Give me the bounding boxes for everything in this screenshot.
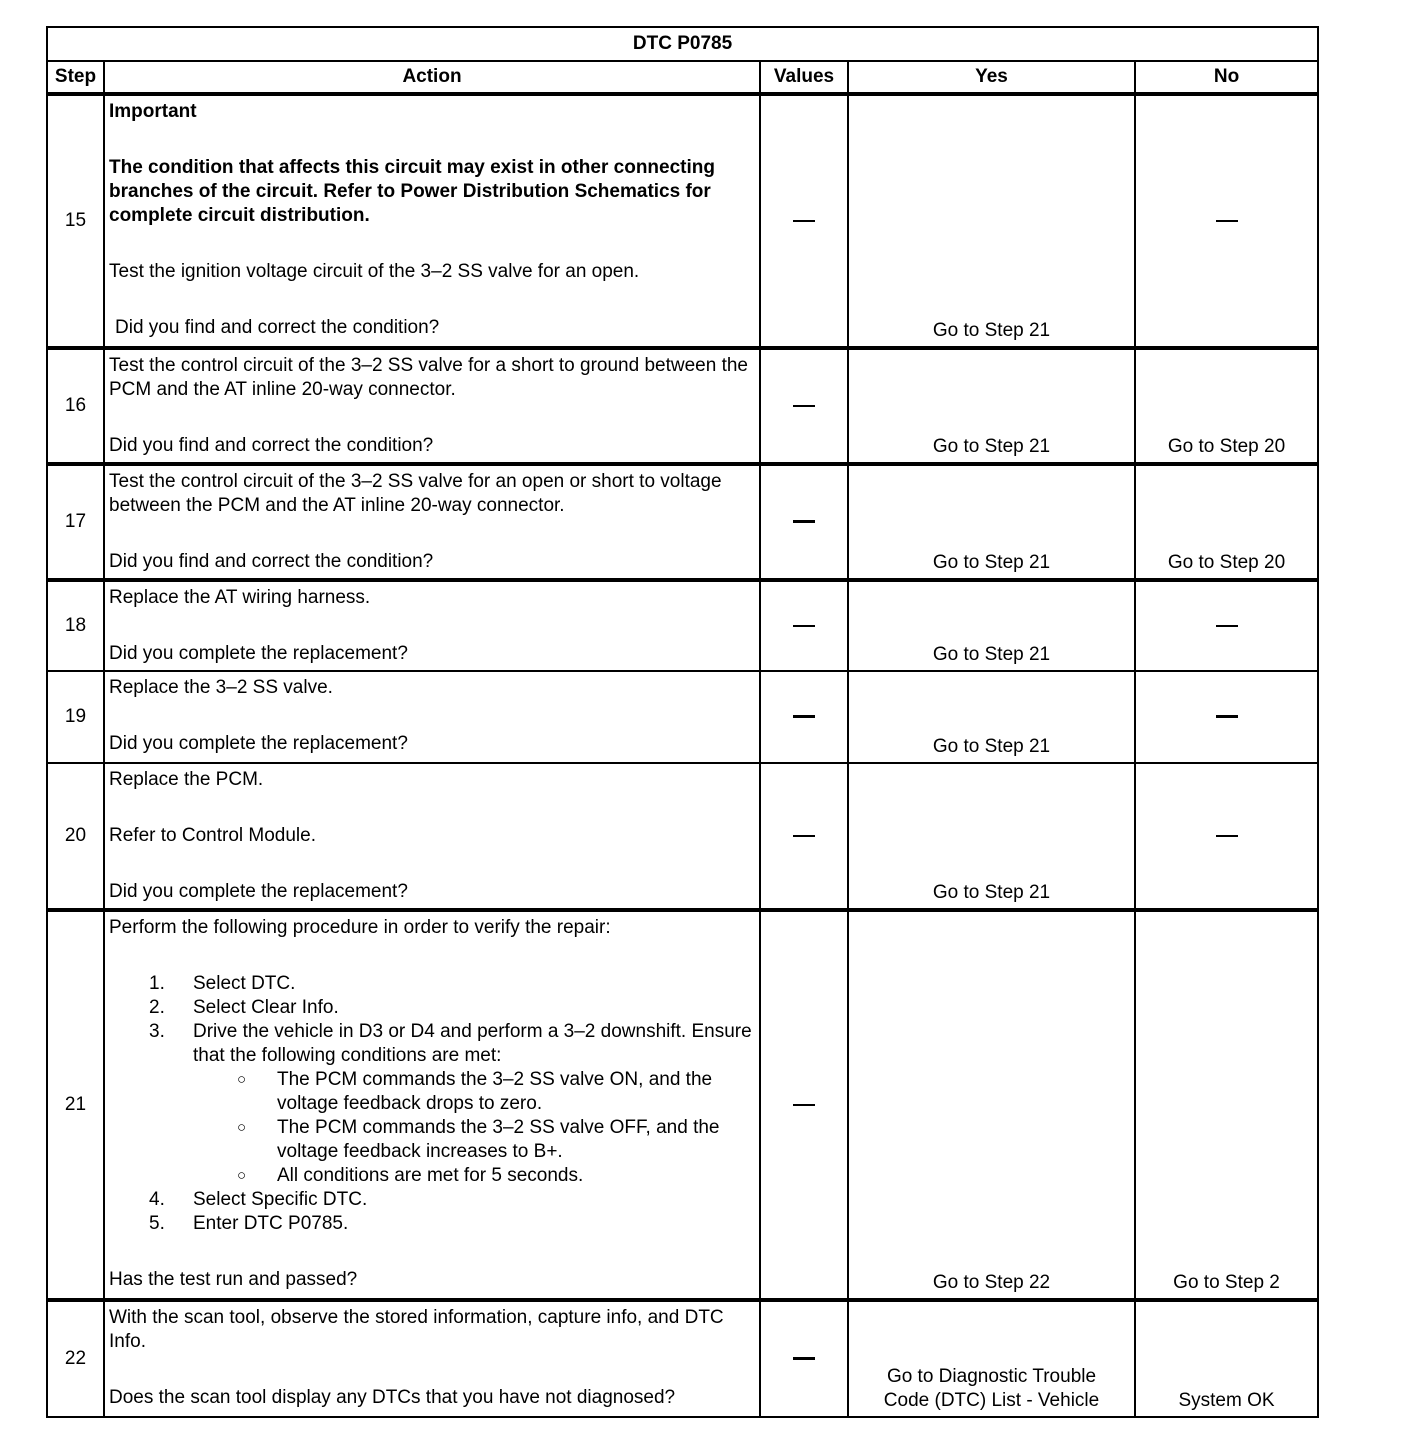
step-number: 22 bbox=[47, 1300, 104, 1417]
values-cell bbox=[760, 580, 848, 671]
dash-mark bbox=[793, 625, 815, 627]
yes-cell: Go to Step 22 bbox=[848, 910, 1135, 1300]
header-no: No bbox=[1135, 61, 1318, 94]
dash-mark bbox=[793, 405, 815, 407]
list-item: 3. Drive the vehicle in D3 or D4 and perform a 3–2 downshift. Ensure that the following conditions are met: ○ The PCM commands the 3–2 SS valve ON, and the voltage feedback drops to zero. ○ The PCM commands the 3–2 SS valve OFF, and the voltage feedback increases to B+. ○ All conditions are met for 5 seconds. bbox=[109, 1020, 755, 1188]
dash-mark bbox=[793, 715, 815, 718]
instruction-text: Replace the 3–2 SS valve. bbox=[109, 677, 333, 698]
list-item: 4. Select Specific DTC. bbox=[149, 1189, 368, 1210]
action-cell bbox=[104, 464, 760, 580]
instruction-text: Test the control circuit of the 3–2 SS valve for an open or short to voltage between the PCM and the AT inline 20-way connector. bbox=[109, 471, 722, 516]
action-cell bbox=[104, 763, 760, 910]
dash-mark bbox=[793, 835, 815, 837]
table-row bbox=[47, 910, 1318, 1300]
table-row bbox=[47, 348, 1318, 464]
circle-bullet-icon: ○ bbox=[237, 1167, 247, 1184]
no-cell bbox=[1135, 580, 1318, 671]
no-cell bbox=[1135, 671, 1318, 763]
table-row bbox=[47, 1300, 1318, 1417]
list-item: 1. Select DTC. bbox=[149, 973, 296, 994]
action-cell bbox=[104, 910, 760, 1300]
no-cell: System OK bbox=[1135, 1300, 1318, 1417]
table-row bbox=[47, 671, 1318, 763]
yes-cell: Go to Step 21 bbox=[848, 671, 1135, 763]
step-number: 20 bbox=[47, 763, 104, 910]
instruction-text: Test the ignition voltage circuit of the 3–2 SS valve for an open. bbox=[109, 261, 640, 282]
question-text: Did you complete the replacement? bbox=[109, 643, 408, 664]
action-cell bbox=[104, 348, 760, 464]
table-title: DTC P0785 bbox=[47, 27, 1318, 61]
dash-mark bbox=[793, 1357, 815, 1360]
circle-bullet-icon: ○ bbox=[237, 1071, 247, 1088]
yes-cell: Go to Diagnostic Trouble Code (DTC) List - Vehicle bbox=[848, 1300, 1135, 1417]
instruction-text: Test the control circuit of the 3–2 SS valve for a short to ground between the PCM and the AT inline 20-way connector. bbox=[109, 355, 748, 400]
no-cell bbox=[1135, 763, 1318, 910]
list-item: 2. Select Clear Info. bbox=[149, 997, 339, 1018]
dash-mark bbox=[1216, 625, 1238, 627]
yes-cell: Go to Step 21 bbox=[848, 464, 1135, 580]
yes-cell: Go to Step 21 bbox=[848, 580, 1135, 671]
yes-cell: Go to Step 21 bbox=[848, 763, 1135, 910]
no-cell: Go to Step 20 bbox=[1135, 348, 1318, 464]
dash-mark bbox=[793, 520, 815, 523]
dtc-table bbox=[46, 26, 1319, 1418]
circle-bullet-icon: ○ bbox=[237, 1119, 247, 1136]
action-cell bbox=[104, 671, 760, 763]
important-note: The condition that affects this circuit may exist in other connecting branches of the circuit. Refer to Power Distribution Schematics for complete circuit distribution. bbox=[109, 157, 715, 226]
condition-list bbox=[193, 1068, 755, 1188]
refer-text: Refer to Control Module. bbox=[109, 825, 316, 846]
step-number: 17 bbox=[47, 464, 104, 580]
no-cell: Go to Step 2 bbox=[1135, 910, 1318, 1300]
dash-mark bbox=[1216, 835, 1238, 837]
yes-cell: Go to Step 21 bbox=[848, 94, 1135, 348]
values-cell bbox=[760, 671, 848, 763]
header-values: Values bbox=[760, 61, 848, 94]
step-number: 21 bbox=[47, 910, 104, 1300]
list-item: ○ The PCM commands the 3–2 SS valve ON, and the voltage feedback drops to zero. bbox=[237, 1069, 713, 1114]
instruction-text: Replace the PCM. bbox=[109, 769, 264, 790]
step-number: 16 bbox=[47, 348, 104, 464]
dash-mark bbox=[1216, 220, 1238, 222]
values-cell bbox=[760, 763, 848, 910]
table-row bbox=[47, 763, 1318, 910]
table-row bbox=[47, 464, 1318, 580]
intro-text: Perform the following procedure in order to verify the repair: bbox=[109, 917, 611, 938]
list-item: ○ All conditions are met for 5 seconds. bbox=[237, 1165, 584, 1186]
step-number: 18 bbox=[47, 580, 104, 671]
dash-mark bbox=[793, 1104, 815, 1106]
question-text: Does the scan tool display any DTCs that you have not diagnosed? bbox=[109, 1387, 676, 1408]
action-cell bbox=[104, 580, 760, 671]
dash-mark bbox=[1216, 715, 1238, 718]
step-number: 19 bbox=[47, 671, 104, 763]
values-cell bbox=[760, 910, 848, 1300]
question-text: Has the test run and passed? bbox=[109, 1269, 358, 1290]
table-row bbox=[47, 580, 1318, 671]
values-cell bbox=[760, 94, 848, 348]
action-cell bbox=[104, 1300, 760, 1417]
yes-cell: Go to Step 21 bbox=[848, 348, 1135, 464]
table-row bbox=[47, 94, 1318, 348]
no-cell bbox=[1135, 94, 1318, 348]
instruction-text: Replace the AT wiring harness. bbox=[109, 587, 371, 608]
values-cell bbox=[760, 348, 848, 464]
dash-mark bbox=[793, 220, 815, 222]
header-yes: Yes bbox=[848, 61, 1135, 94]
question-text: Did you find and correct the condition? bbox=[115, 317, 440, 338]
question-text: Did you complete the replacement? bbox=[109, 881, 408, 902]
step-number: 15 bbox=[47, 94, 104, 348]
question-text: Did you find and correct the condition? bbox=[109, 551, 434, 572]
question-text: Did you find and correct the condition? bbox=[109, 435, 434, 456]
instruction-text: With the scan tool, observe the stored information, capture info, and DTC Info. bbox=[109, 1307, 724, 1352]
procedure-list bbox=[109, 972, 755, 1236]
action-cell bbox=[104, 94, 760, 348]
question-text: Did you complete the replacement? bbox=[109, 733, 408, 754]
header-row bbox=[47, 61, 1318, 94]
values-cell bbox=[760, 1300, 848, 1417]
no-cell: Go to Step 20 bbox=[1135, 464, 1318, 580]
header-step: Step bbox=[47, 61, 104, 94]
header-action: Action bbox=[104, 61, 760, 94]
list-item: 5. Enter DTC P0785. bbox=[149, 1213, 349, 1234]
important-label: Important bbox=[109, 101, 197, 122]
values-cell bbox=[760, 464, 848, 580]
list-item: ○ The PCM commands the 3–2 SS valve OFF, and the voltage feedback increases to B+. bbox=[237, 1117, 720, 1162]
